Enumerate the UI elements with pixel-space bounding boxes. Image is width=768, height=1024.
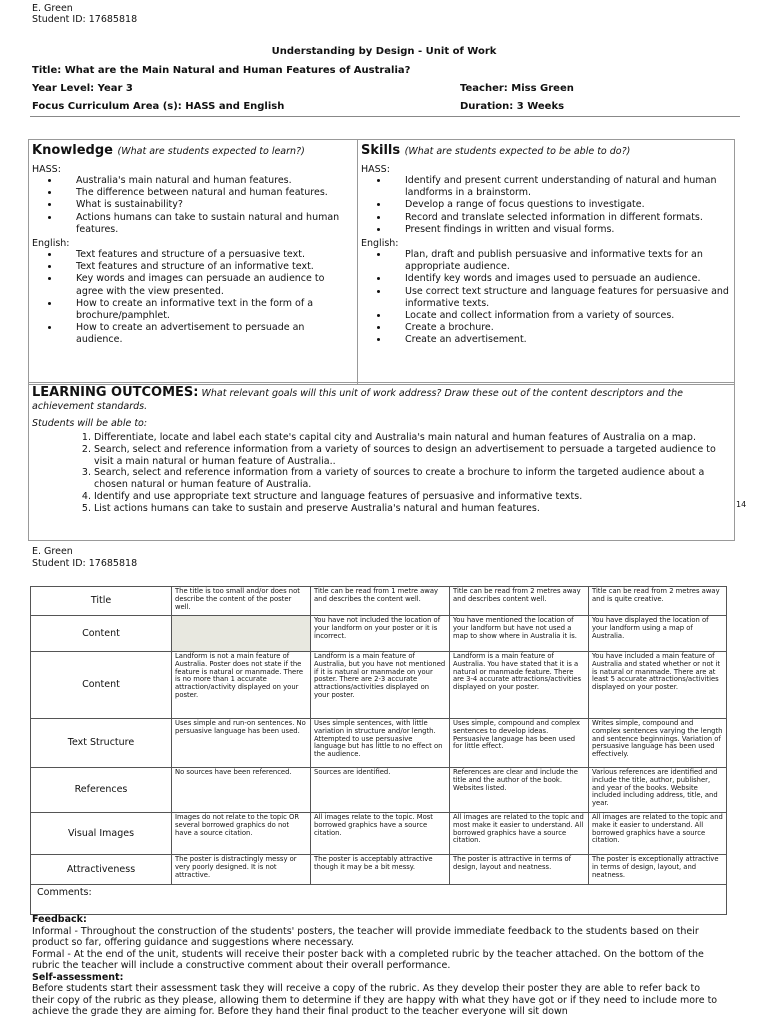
rubric-cell: The poster is exceptionally attractive in terms of design, layout, and neatness. — [589, 855, 727, 885]
rubric-cell: References are clear and include the title and the author of the book. Websites listed. — [450, 768, 589, 813]
rubric-cell: All images are related to the topic and make it easier to understand. All borrowed graphics have a source citation. — [589, 813, 727, 855]
rubric-cell: The poster is distractingly messy or very poorly designed. It is not attractive. — [172, 855, 311, 885]
list-item: • Identify and present current understanding of natural and human landforms in a brainstorm. — [389, 175, 729, 199]
list-item: • Develop a range of focus questions to investigate. — [389, 199, 729, 211]
list-item: • Create a brochure. — [389, 322, 729, 334]
rubric-cell: Uses simple, compound and complex sentences to develop ideas. Persuasive language has been used for little effect. — [450, 719, 589, 768]
header-divider — [30, 116, 740, 117]
author-name: E. Green — [32, 3, 73, 14]
year-level: Year Level: Year 3 — [32, 83, 133, 94]
rubric-row-content-feature — [31, 652, 727, 719]
rubric-cell: Various references are identified and include the title, author, publisher, and year of the books. Website included including address, title, and year. — [589, 768, 727, 813]
rubric-cell: Title can be read from 2 metres away and describes content well. — [450, 587, 589, 616]
rubric-row-comments — [31, 885, 727, 915]
skills-heading: Skills (What are students expected to be able to do?) — [361, 143, 631, 158]
rubric-cell: The title is too small and/or does not describe the content of the poster well. — [172, 587, 311, 616]
list-item: 5. List actions humans can take to sustain and preserve Australia's natural and human features. — [94, 503, 730, 515]
rubric-row-text-structure — [31, 719, 727, 768]
list-item: • Present findings in written and visual forms. — [389, 224, 729, 236]
student-id: Student ID: 17685818 — [32, 14, 138, 25]
rubric-row-attractiveness — [31, 855, 727, 885]
author-name-page2: E. Green — [32, 546, 73, 557]
list-item: • Identify key words and images used to persuade an audience. — [389, 273, 729, 285]
rubric-criterion: Content — [31, 652, 172, 719]
rubric-cell: All images relate to the topic. Most borrowed graphics have a source citation. — [311, 813, 450, 855]
list-item: • Key words and images can persuade an audience to agree with the view presented. — [60, 273, 352, 297]
learning-outcomes-box — [28, 382, 735, 541]
document-title: Understanding by Design - Unit of Work — [271, 46, 497, 57]
list-item: • Actions humans can take to sustain natural and human features. — [60, 212, 352, 236]
rubric-row-title — [31, 587, 727, 616]
rubric-criterion: Visual Images — [31, 813, 172, 855]
skills-hass-label: HASS: — [361, 164, 390, 175]
list-item: • Record and translate selected information in different formats. — [389, 212, 729, 224]
list-item: 2. Search, select and reference information from a variety of sources to design an advertisement to persuade a targeted audience to visit a main natural or human feature of Australia.. — [94, 444, 730, 468]
rubric-row-visual-images — [31, 813, 727, 855]
skills-english-list — [361, 249, 729, 347]
rubric-row-content-location — [31, 616, 727, 652]
column-divider — [357, 140, 358, 384]
knowledge-hass-list — [32, 175, 352, 236]
feedback-section — [32, 914, 722, 1018]
list-item: • The difference between natural and human features. — [60, 187, 352, 199]
knowledge-heading: Knowledge (What are students expected to learn?) — [32, 143, 305, 158]
assessment-rubric-table — [30, 586, 727, 915]
feedback-heading: Feedback: — [32, 914, 87, 925]
rubric-cell: Uses simple sentences, with little variation in structure and/or length. Attempted to use persuasive language but has little to no effect on the audience. — [311, 719, 450, 768]
list-item: • Create an advertisement. — [389, 334, 729, 346]
feedback-formal: Formal - At the end of the unit, students will receive their poster back with a completed rubric by the teacher attached. On the bottom of the rubric the teacher will include a constructive comment about their overall performance. — [32, 948, 704, 971]
rubric-row-references — [31, 768, 727, 813]
rubric-cell: Uses simple and run-on sentences. No persuasive language has been used. — [172, 719, 311, 768]
learning-outcomes-heading: LEARNING OUTCOMES: What relevant goals will this unit of work address? Draw these out of the content descriptors and the achievement standards. — [32, 385, 683, 412]
rubric-cell: Sources are identified. — [311, 768, 450, 813]
rubric-cell: Title can be read from 1 metre away and describes the content well. — [311, 587, 450, 616]
rubric-criterion: Title — [31, 587, 172, 616]
rubric-cell: Writes simple, compound and complex sentences varying the length and sentence beginnings. Variation of persuasive language has been used effectively. — [589, 719, 727, 768]
rubric-criterion: Attractiveness — [31, 855, 172, 885]
knowledge-section — [32, 143, 352, 347]
list-item: • How to create an advertisement to persuade an audience. — [60, 322, 352, 346]
feedback-informal: Informal - Throughout the construction of the students' posters, the teacher will provide immediate feedback to the students based on their product so far, offering guidance and suggestions where necessary. — [32, 925, 699, 948]
list-item: • Text features and structure of an informative text. — [60, 261, 352, 273]
self-assessment-text: Before students start their assessment task they will receive a copy of the rubric. As they develop their poster they are able to refer back to their copy of the rubric as they please, allowing them to determine if they are happy with what they have got or if they need to include more to achieve the grade they are aiming for. Before they hand their final product to the teacher everyone will sit down — [32, 983, 718, 1017]
rubric-cell: All images are related to the topic and most make it easier to understand. All borrowed graphics have a source citation. — [450, 813, 589, 855]
rubric-cell: Landform is a main feature of Australia, but you have not mentioned if it is natural or manmade on your poster. There are 2-3 accurate attractions/activities displayed on your poster. — [311, 652, 450, 719]
rubric-cell: You have included a main feature of Australia and stated whether or not it is natural or manmade. There are at least 5 accurate attractions/activities displayed on your poster. — [589, 652, 727, 719]
rubric-cell: No sources have been referenced. — [172, 768, 311, 813]
skills-section — [361, 143, 729, 347]
learning-outcomes-list — [32, 432, 730, 515]
unit-duration: Duration: 3 Weeks — [460, 101, 565, 112]
list-item: • What is sustainability? — [60, 199, 352, 211]
list-item: • Locate and collect information from a variety of sources. — [389, 310, 729, 322]
rubric-cell: The poster is acceptably attractive though it may be a bit messy. — [311, 855, 450, 885]
rubric-criterion: References — [31, 768, 172, 813]
rubric-cell: Landform is a main feature of Australia. You have stated that it is a natural or manmade feature. There are 3-4 accurate attractions/activities displayed on your poster. — [450, 652, 589, 719]
learning-outcomes-section — [32, 386, 730, 515]
list-item: • How to create an informative text in the form of a brochure/pamphlet. — [60, 298, 352, 322]
teacher-name: Teacher: Miss Green — [460, 83, 574, 94]
page-number: 14 — [736, 500, 747, 509]
learning-outcomes-lead: Students will be able to: — [32, 418, 148, 429]
list-item: • Australia's main natural and human features. — [60, 175, 352, 187]
list-item: 1. Differentiate, locate and label each state's capital city and Australia's main natural and human features of Australia on a map. — [94, 432, 730, 444]
student-id-page2: Student ID: 17685818 — [32, 558, 138, 569]
knowledge-hass-label: HASS: — [32, 164, 61, 175]
focus-curriculum-area: Focus Curriculum Area (s): HASS and English — [32, 101, 285, 112]
rubric-cell: You have mentioned the location of your landform but have not used a map to show where in Australia it is. — [450, 616, 589, 652]
list-item: 4. Identify and use appropriate text structure and language features of persuasive and informative texts. — [94, 491, 730, 503]
rubric-criterion: Content — [31, 616, 172, 652]
skills-english-label: English: — [361, 238, 399, 250]
list-item: • Plan, draft and publish persuasive and informative texts for an appropriate audience. — [389, 249, 729, 273]
rubric-cell: The poster is attractive in terms of design, layout and neatness. — [450, 855, 589, 885]
rubric-cell: You have not included the location of your landform on your poster or it is incorrect. — [311, 616, 450, 652]
unit-title: Title: What are the Main Natural and Human Features of Australia? — [32, 65, 411, 76]
knowledge-english-list — [32, 249, 352, 347]
knowledge-english-label: English: — [32, 238, 70, 250]
skills-hass-list — [361, 175, 729, 236]
rubric-comments: Comments: — [31, 885, 727, 915]
rubric-cell: Title can be read from 2 metres away and is quite creative. — [589, 587, 727, 616]
rubric-criterion: Text Structure — [31, 719, 172, 768]
list-item: • Text features and structure of a persuasive text. — [60, 249, 352, 261]
rubric-cell: Images do not relate to the topic OR several borrowed graphics do not have a source citation. — [172, 813, 311, 855]
list-item: • Use correct text structure and language features for persuasive and informative texts. — [389, 286, 729, 310]
knowledge-skills-table — [28, 139, 735, 385]
self-assessment-heading: Self-assessment: — [32, 971, 124, 983]
rubric-cell: You have displayed the location of your landform using a map of Australia. — [589, 616, 727, 652]
rubric-cell-empty — [172, 616, 311, 652]
rubric-cell: Landform is not a main feature of Australia. Poster does not state if the feature is natural or manmade. There is no more than 1 accurate attraction/activity displayed on your poster. — [172, 652, 311, 719]
list-item: 3. Search, select and reference information from a variety of sources to create a brochure to inform the targeted audience about a chosen natural or human feature of Australia. — [94, 467, 730, 491]
